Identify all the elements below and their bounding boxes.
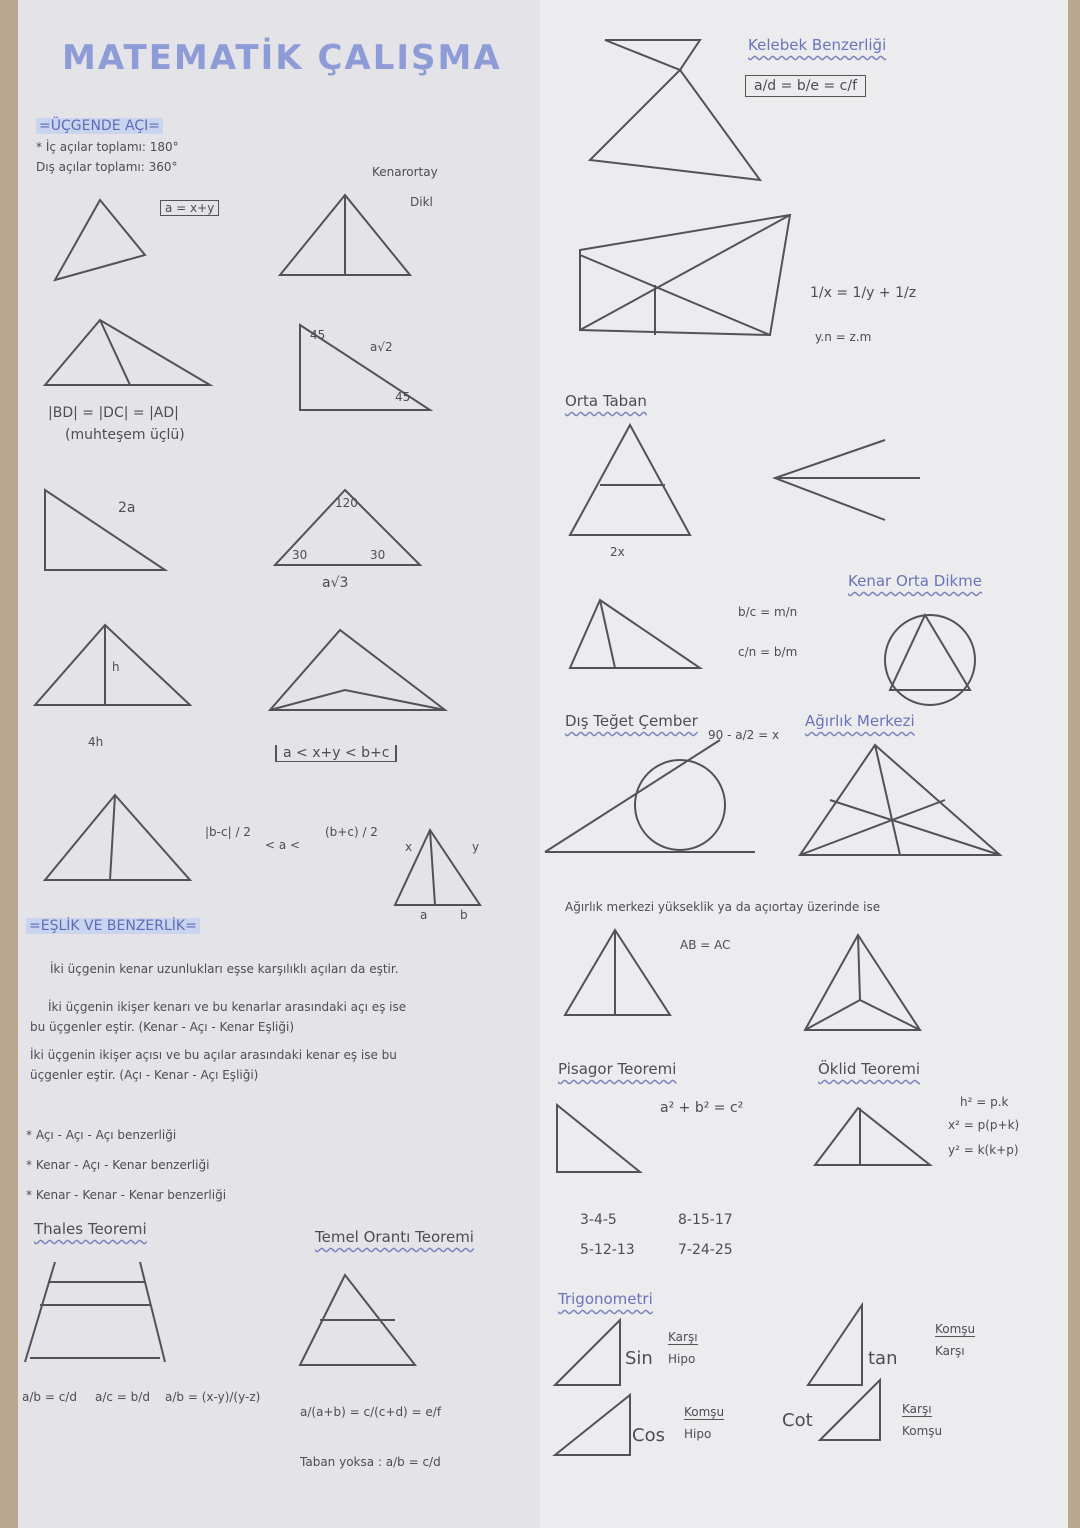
list-item: * Açı - Açı - Açı benzerliği bbox=[26, 1128, 177, 1142]
label-120: 120 bbox=[335, 496, 358, 510]
note-agirlik: Ağırlık merkezi yükseklik ya da açıortay üzerinde ise bbox=[565, 900, 881, 914]
heading-kenar-orta-dikme: Kenar Orta Dikme bbox=[848, 572, 983, 590]
heading-oklid: Öklid Teoremi bbox=[818, 1060, 920, 1078]
heading-dis-teget: Dış Teğet Çember bbox=[565, 712, 698, 730]
triple: 7-24-25 bbox=[678, 1242, 733, 1258]
trig-sin-label: Sin bbox=[625, 1348, 653, 1369]
formula-temel-oranti: a/(a+b) = c/(c+d) = e/f bbox=[300, 1405, 442, 1419]
label-b: b bbox=[460, 908, 468, 922]
triple: 8-15-17 bbox=[678, 1212, 733, 1228]
note-aka-1: İki üçgenin ikişer açısı ve bu açılar arasındaki kenar eş ise bu bbox=[30, 1048, 397, 1062]
formula-oklid-3: y² = k(k+p) bbox=[948, 1143, 1019, 1157]
inequality-right: (b+c) / 2 bbox=[325, 825, 378, 839]
heading-thales: Thales Teoremi bbox=[34, 1220, 147, 1238]
list-item: * Kenar - Açı - Kenar benzerliği bbox=[26, 1158, 210, 1172]
trig-cos-num: Komşu bbox=[684, 1405, 725, 1419]
formula-thales-3: a/b = (x-y)/(y-z) bbox=[165, 1390, 261, 1404]
label-a: a bbox=[420, 908, 428, 922]
formula-taban: Taban yoksa : a/b = c/d bbox=[300, 1455, 441, 1469]
formula-aciortay-2: c/n = b/m bbox=[738, 645, 798, 659]
label-4h: 4h bbox=[88, 735, 104, 749]
label-30a: 30 bbox=[292, 548, 308, 562]
note-dis-acilar: Dış açılar toplamı: 360° bbox=[36, 160, 178, 174]
inequality-triangle: a < x+y < b+c bbox=[275, 745, 397, 762]
heading-kelebek: Kelebek Benzerliği bbox=[748, 36, 887, 54]
label-x: x bbox=[405, 840, 413, 854]
section-ucgende-aci: =ÜÇGENDE AÇI= bbox=[36, 118, 163, 134]
formula-ab-ac: AB = AC bbox=[680, 938, 731, 952]
triple: 3-4-5 bbox=[580, 1212, 617, 1228]
trig-tan-den: Karşı bbox=[935, 1344, 965, 1358]
formula-thales-2: a/c = b/d bbox=[95, 1390, 150, 1404]
formula-oklid-1: h² = p.k bbox=[960, 1095, 1009, 1109]
label-dik: Dikl bbox=[410, 195, 433, 209]
note-muhtesem: (muhteşem üçlü) bbox=[65, 427, 185, 443]
heading-pisagor: Pisagor Teoremi bbox=[558, 1060, 677, 1078]
heading-temel-oranti: Temel Orantı Teoremi bbox=[315, 1228, 474, 1246]
label-a-sqrt3: a√3 bbox=[322, 575, 349, 591]
label-y: y bbox=[472, 840, 480, 854]
note-aka-2: üçgenler eştir. (Açı - Kenar - Açı Eşliği) bbox=[30, 1068, 259, 1082]
formula-pisagor: a² + b² = c² bbox=[660, 1100, 744, 1116]
note-kak-2: bu üçgenler eştir. (Kenar - Açı - Kenar Eşliği) bbox=[30, 1020, 295, 1034]
triple: 5-12-13 bbox=[580, 1242, 635, 1258]
label-30b: 30 bbox=[370, 548, 386, 562]
formula-oklid-2: x² = p(p+k) bbox=[948, 1118, 1020, 1132]
formula-exterior-angle: a = x+y bbox=[160, 200, 219, 216]
trig-sin-num: Karşı bbox=[668, 1330, 698, 1344]
list-item: * Kenar - Kenar - Kenar benzerliği bbox=[26, 1188, 227, 1202]
trig-cos-den: Hipo bbox=[684, 1427, 712, 1441]
label-2a: 2a bbox=[118, 500, 136, 516]
inequality-left: |b-c| / 2 bbox=[205, 825, 251, 839]
trig-cos-label: Cos bbox=[632, 1425, 665, 1446]
formula-muhtesem: |BD| = |DC| = |AD| bbox=[48, 405, 179, 421]
section-eslik: =EŞLİK VE BENZERLİK= bbox=[26, 918, 200, 934]
formula-thales-1: a/b = c/d bbox=[22, 1390, 77, 1404]
label-h: h bbox=[112, 660, 120, 674]
note-sss: İki üçgenin kenar uzunlukları eşse karşılıklı açıları da eştir. bbox=[50, 962, 399, 976]
label-kenarortay: Kenarortay bbox=[372, 165, 438, 179]
note-ic-acilar: * İç açılar toplamı: 180° bbox=[36, 140, 179, 154]
heading-trigonometri: Trigonometri bbox=[558, 1290, 653, 1308]
formula-aciortay-1: b/c = m/n bbox=[738, 605, 798, 619]
label-45b: 45 bbox=[395, 390, 411, 404]
trig-tan-num: Komşu bbox=[935, 1322, 976, 1336]
formula-kelebek: a/d = b/e = c/f bbox=[745, 75, 866, 97]
formula-dis-teget: 90 - a/2 = x bbox=[708, 728, 780, 742]
page-title: MATEMATİK ÇALIŞMA bbox=[62, 38, 502, 78]
trig-sin-den: Hipo bbox=[668, 1352, 696, 1366]
heading-orta-taban: Orta Taban bbox=[565, 392, 647, 410]
trig-cot-label: Cot bbox=[782, 1410, 813, 1431]
trig-tan-label: tan bbox=[868, 1348, 898, 1369]
label-2x: 2x bbox=[610, 545, 625, 559]
inequality-mid: < a < bbox=[265, 838, 301, 852]
formula-parallel-1: 1/x = 1/y + 1/z bbox=[810, 285, 917, 301]
label-a-sqrt2: a√2 bbox=[370, 340, 393, 354]
trig-cot-den: Komşu bbox=[902, 1424, 943, 1438]
label-45a: 45 bbox=[310, 328, 326, 342]
note-kak-1: İki üçgenin ikişer kenarı ve bu kenarlar arasındaki açı eş ise bbox=[48, 1000, 407, 1014]
trig-cot-num: Karşı bbox=[902, 1402, 932, 1416]
left-page bbox=[18, 0, 540, 1528]
heading-agirlik: Ağırlık Merkezi bbox=[805, 712, 915, 730]
formula-parallel-2: y.n = z.m bbox=[815, 330, 872, 344]
